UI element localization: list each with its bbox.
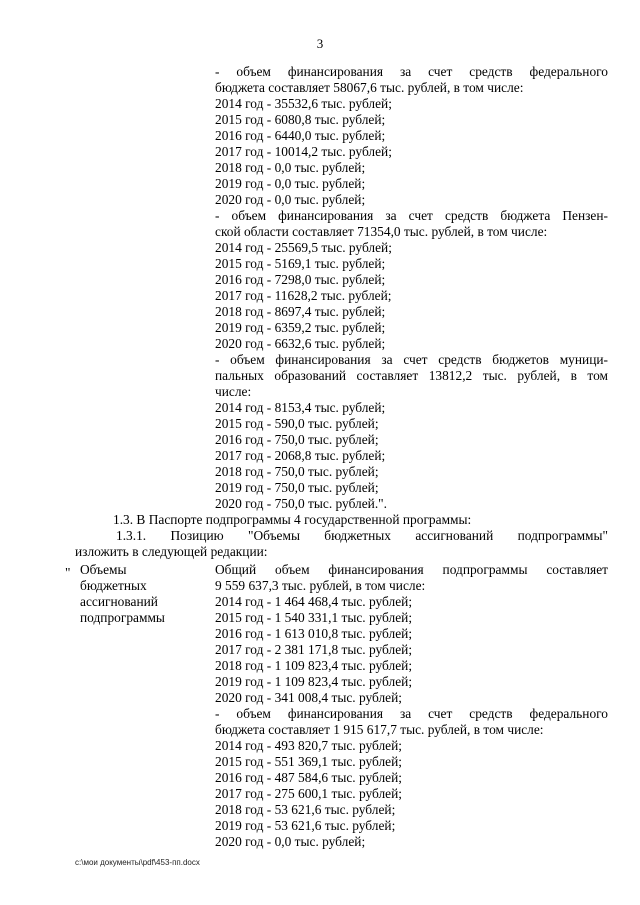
- year-line: 2018 год - 53 621,6 тыс. рублей;: [215, 802, 396, 817]
- row-label-line: подпрограммы: [80, 610, 165, 625]
- year-line: 2017 год - 275 600,1 тыс. рублей;: [215, 786, 402, 801]
- regional-intro-line-1: - объем финансирования за счет средств бюджета Пензен-: [215, 208, 608, 223]
- item-1-3-1-line-2: изложить в следующей редакции:: [75, 544, 268, 559]
- year-line: 2018 год - 0,0 тыс. рублей;: [215, 160, 366, 175]
- federal-intro-line-2: бюджета составляет 58067,6 тыс. рублей, в том числе:: [215, 80, 524, 95]
- total-intro-line-1: Общий объем финансирования подпрограммы составляет: [215, 562, 608, 577]
- year-line: 2019 год - 750,0 тыс. рублей;: [215, 480, 379, 495]
- year-line: 2017 год - 2068,8 тыс. рублей;: [215, 448, 386, 463]
- year-line: 2019 год - 0,0 тыс. рублей;: [215, 176, 366, 191]
- year-line: 2019 год - 53 621,6 тыс. рублей;: [215, 818, 396, 833]
- year-line: 2014 год - 493 820,7 тыс. рублей;: [215, 738, 402, 753]
- federal-intro-line-1: - объем финансирования за счет средств федерального: [215, 64, 608, 79]
- year-line: 2015 год - 551 369,1 тыс. рублей;: [215, 754, 402, 769]
- row-label-line: ассигнований: [80, 594, 158, 609]
- year-line: 2014 год - 35532,6 тыс. рублей;: [215, 96, 392, 111]
- row-label-line: Объемы: [80, 562, 127, 577]
- year-line: 2017 год - 11628,2 тыс. рублей;: [215, 288, 392, 303]
- year-line: 2019 год - 6359,2 тыс. рублей;: [215, 320, 386, 335]
- page-number: 3: [316, 36, 324, 51]
- year-line: 2020 год - 0,0 тыс. рублей;: [215, 834, 366, 849]
- municipal-intro-line-1: - объем финансирования за счет средств бюджетов муници-: [215, 352, 608, 367]
- year-line: 2020 год - 750,0 тыс. рублей.".: [215, 496, 387, 511]
- year-line: 2018 год - 8697,4 тыс. рублей;: [215, 304, 386, 319]
- year-line: 2018 год - 1 109 823,4 тыс. рублей;: [215, 658, 413, 673]
- year-line: 2015 год - 590,0 тыс. рублей;: [215, 416, 379, 431]
- year-line: 2018 год - 750,0 тыс. рублей;: [215, 464, 379, 479]
- year-line: 2014 год - 25569,5 тыс. рублей;: [215, 240, 392, 255]
- total-intro-line-2: 9 559 637,3 тыс. рублей, в том числе:: [215, 578, 426, 593]
- year-line: 2017 год - 10014,2 тыс. рублей;: [215, 144, 392, 159]
- municipal-intro-line-2: пальных образований составляет 13812,2 тыс. рублей, в том: [215, 368, 608, 383]
- year-line: 2014 год - 1 464 468,4 тыс. рублей;: [215, 594, 413, 609]
- year-line: 2015 год - 6080,8 тыс. рублей;: [215, 112, 386, 127]
- year-line: 2014 год - 8153,4 тыс. рублей;: [215, 400, 386, 415]
- item-1-3-1-line-1: 1.3.1. Позицию "Объемы бюджетных ассигнований подпрограммы": [116, 528, 608, 543]
- year-line: 2016 год - 750,0 тыс. рублей;: [215, 432, 379, 447]
- file-path-footer: c:\мои документы\pdf\453-пп.docx: [75, 858, 200, 867]
- year-line: 2016 год - 487 584,6 тыс. рублей;: [215, 770, 402, 785]
- amendment-section: [75, 512, 608, 560]
- opening-quote-mark: ": [65, 565, 71, 580]
- year-line: 2020 год - 341 008,4 тыс. рублей;: [215, 690, 402, 705]
- budget-allocations-block: [215, 562, 608, 850]
- year-line: 2020 год - 6632,6 тыс. рублей;: [215, 336, 386, 351]
- row-label-line: бюджетных: [80, 578, 147, 593]
- year-line: 2017 год - 2 381 171,8 тыс. рублей;: [215, 642, 413, 657]
- item-1-3: 1.3. В Паспорте подпрограммы 4 государственной программы:: [113, 512, 472, 527]
- year-line: 2020 год - 0,0 тыс. рублей;: [215, 192, 366, 207]
- municipal-intro-line-3: числе:: [215, 384, 252, 399]
- year-line: 2015 год - 1 540 331,1 тыс. рублей;: [215, 610, 413, 625]
- row-label-budget-allocations: [80, 562, 200, 626]
- year-line: 2015 год - 5169,1 тыс. рублей;: [215, 256, 386, 271]
- year-line: 2016 год - 6440,0 тыс. рублей;: [215, 128, 386, 143]
- year-line: 2019 год - 1 109 823,4 тыс. рублей;: [215, 674, 413, 689]
- regional-intro-line-2: ской области составляет 71354,0 тыс. рублей, в том числе:: [215, 224, 548, 239]
- year-line: 2016 год - 7298,0 тыс. рублей;: [215, 272, 386, 287]
- year-line: 2016 год - 1 613 010,8 тыс. рублей;: [215, 626, 413, 641]
- federal-intro-line-2: бюджета составляет 1 915 617,7 тыс. рублей, в том числе:: [215, 722, 544, 737]
- federal-intro-line-1: - объем финансирования за счет средств федерального: [215, 706, 608, 721]
- financing-continuation-block: [215, 64, 608, 512]
